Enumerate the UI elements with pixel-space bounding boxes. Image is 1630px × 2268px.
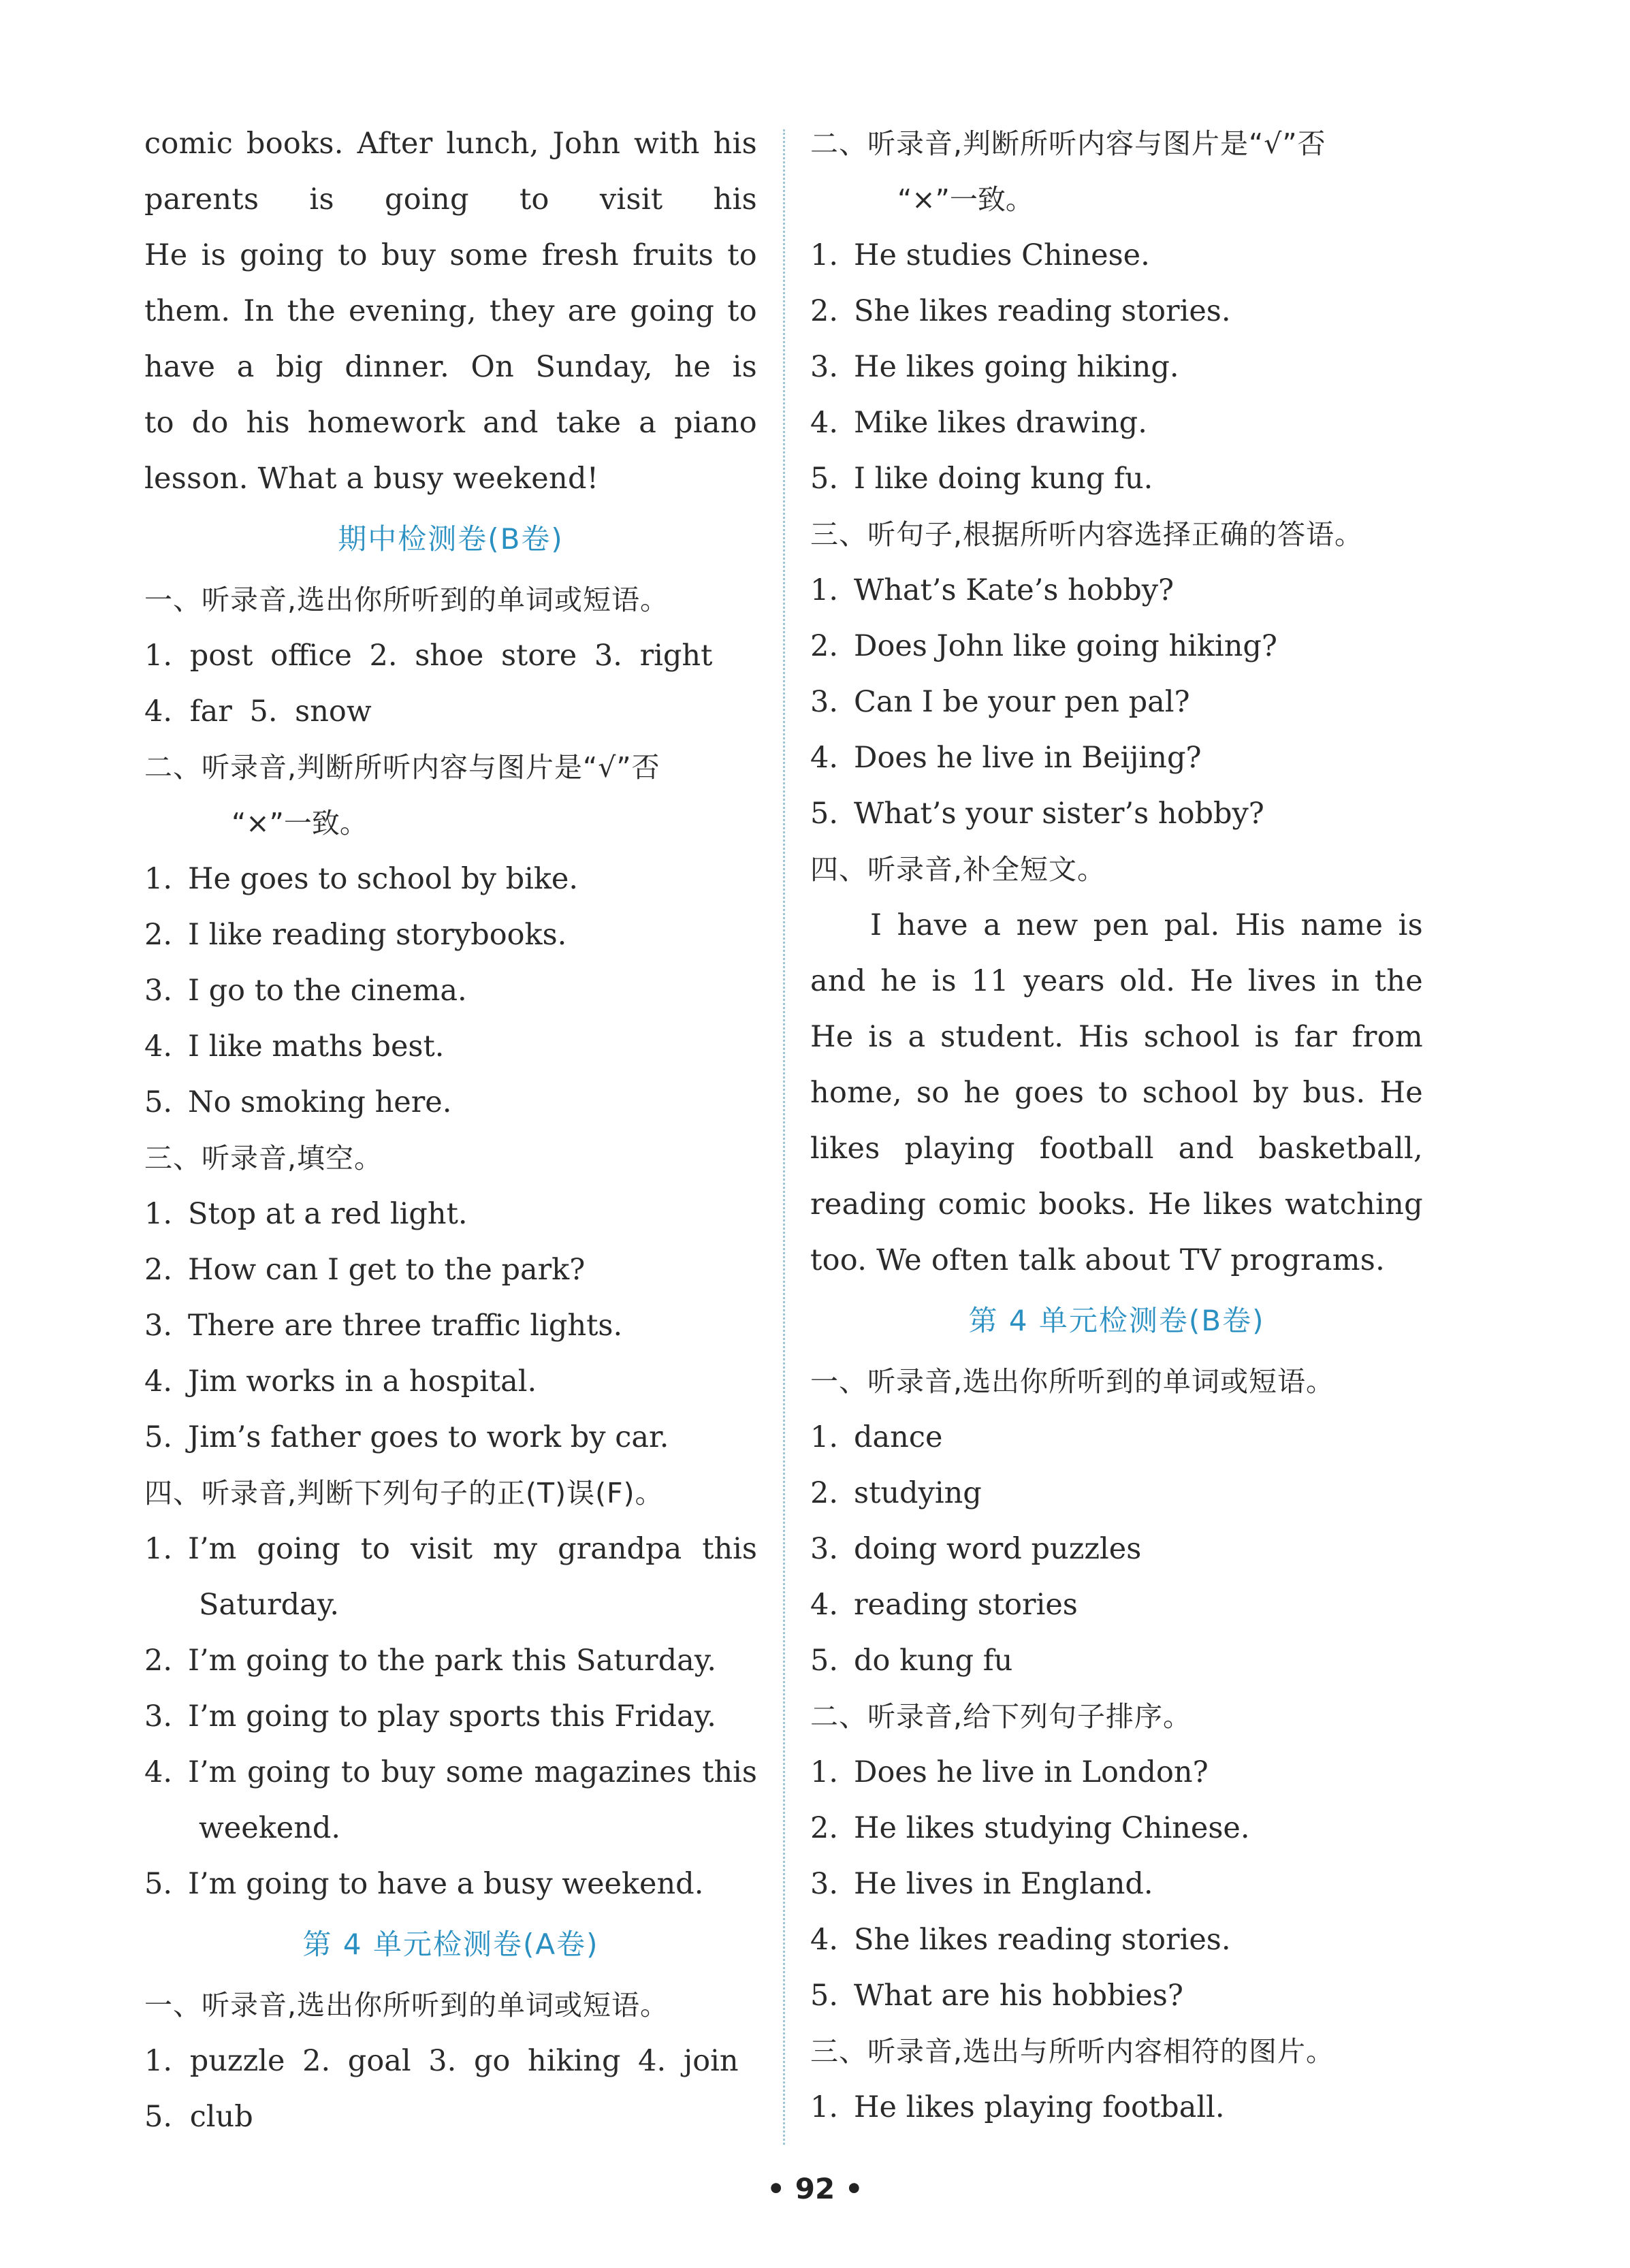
item-text: No smoking here. <box>188 1085 452 1119</box>
item-text: She likes reading stories. <box>854 1923 1231 1957</box>
section-heading: 三、听录音,填空。 <box>144 1142 383 1175</box>
list-item <box>810 562 1423 618</box>
intro-line: lesson. What a busy weekend! <box>144 462 599 496</box>
item-number: 2. <box>144 1253 173 1287</box>
item-text: Mike likes drawing. <box>854 406 1147 440</box>
list-item <box>144 1856 757 1912</box>
section-heading-cont: “×”一致。 <box>231 807 368 840</box>
item-number: 2. <box>810 629 839 663</box>
list-item <box>144 1409 757 1465</box>
item-text: Stop at a red light. <box>188 1197 468 1231</box>
list-item <box>810 1912 1423 1968</box>
item-number: 5. <box>810 1644 839 1678</box>
item-text: Can I be your pen pal? <box>854 685 1190 719</box>
word-list: 4. far 5. snow <box>144 694 372 729</box>
item-number: 4. <box>810 1923 839 1957</box>
item-text: reading stories <box>854 1588 1078 1622</box>
intro-line: to do his homework and take a piano <box>144 406 757 440</box>
item-number: 1. <box>810 2090 839 2124</box>
item-text: What’s Kate’s hobby? <box>854 573 1174 607</box>
item-number: 3. <box>810 350 839 384</box>
item-text: How can I get to the park? <box>188 1253 586 1287</box>
list-item <box>810 730 1423 786</box>
list-item <box>810 786 1423 842</box>
passage-line: I have a new pen pal. His name is <box>870 908 1423 942</box>
column-divider <box>783 129 785 2145</box>
unit4-a-title: 第 4 单元检测卷(A卷) <box>302 1928 599 1961</box>
item-number: 4. <box>144 1364 173 1399</box>
item-text: I like maths best. <box>188 1029 445 1064</box>
list-item <box>144 963 757 1019</box>
item-text: I’m going to play sports this Friday. <box>188 1699 716 1734</box>
item-number: 3. <box>810 685 839 719</box>
item-text: do kung fu <box>854 1644 1013 1678</box>
item-number: 2. <box>810 1476 839 1510</box>
list-item <box>810 1968 1423 2024</box>
item-number: 4. <box>144 1029 173 1064</box>
item-number: 4. <box>810 741 839 775</box>
item-text: I’m going to buy some magazines this <box>188 1755 757 1789</box>
right-column <box>810 116 1423 2135</box>
list-item <box>144 1744 757 1800</box>
item-number: 1. <box>144 862 173 896</box>
item-number: 5. <box>810 462 839 496</box>
passage-line: reading comic books. He likes watching <box>810 1187 1423 1221</box>
section-heading-cont: “×”一致。 <box>897 183 1034 216</box>
list-item <box>144 1521 757 1577</box>
list-item <box>810 1800 1423 1856</box>
item-number: 1. <box>810 1755 839 1789</box>
item-text: Jim works in a hospital. <box>188 1364 537 1399</box>
section-heading: 一、听录音,选出你所听到的单词或短语。 <box>144 1989 669 2022</box>
item-text: He likes studying Chinese. <box>854 1811 1250 1845</box>
item-text: I like doing kung fu. <box>854 462 1153 496</box>
item-text: I’m going to visit my grandpa this <box>188 1532 757 1566</box>
passage-line: too. We often talk about TV programs. <box>810 1243 1386 1277</box>
section-heading: 三、听句子,根据所听内容选择正确的答语。 <box>810 518 1364 551</box>
page-number: • 92 • <box>767 2172 863 2205</box>
intro-line: have a big dinner. On Sunday, he is <box>144 350 757 384</box>
item-number: 3. <box>144 974 173 1008</box>
item-number: 1. <box>810 1420 839 1454</box>
item-text: I like reading storybooks. <box>188 918 567 952</box>
intro-line: comic books. After lunch, John with his <box>144 127 757 161</box>
item-number: 5. <box>810 797 839 831</box>
item-text: Jim’s father goes to work by car. <box>188 1420 669 1454</box>
item-text: Does he live in Beijing? <box>854 741 1202 775</box>
section-heading: 一、听录音,选出你所听到的单词或短语。 <box>810 1365 1335 1398</box>
item-number: 5. <box>144 1867 173 1901</box>
item-text: He goes to school by bike. <box>188 862 579 896</box>
list-item <box>810 1856 1423 1912</box>
item-text: Does he live in London? <box>854 1755 1209 1789</box>
list-item <box>144 1298 757 1354</box>
passage-line: and he is 11 years old. He lives in the <box>810 964 1423 998</box>
item-number: 5. <box>144 1420 173 1454</box>
passage-line: home, so he goes to school by bus. He <box>810 1076 1423 1110</box>
word-list: 1. puzzle 2. goal 3. go hiking 4. join <box>144 2044 739 2078</box>
item-text: He likes going hiking. <box>854 350 1179 384</box>
list-item <box>810 2079 1423 2135</box>
section-heading: 四、听录音,补全短文。 <box>810 853 1106 886</box>
item-text: There are three traffic lights. <box>188 1309 623 1343</box>
item-number: 2. <box>810 1811 839 1845</box>
item-text-cont: Saturday. <box>199 1588 340 1622</box>
list-item <box>810 1633 1423 1689</box>
list-item <box>810 1577 1423 1633</box>
section-heading: 二、听录音,判断所听内容与图片是“√”否 <box>144 751 660 784</box>
item-number: 1. <box>810 238 839 272</box>
midterm-b-title: 期中检测卷(B卷) <box>338 522 564 556</box>
item-number: 1. <box>144 1197 173 1231</box>
item-number: 5. <box>144 1085 173 1119</box>
list-item <box>810 1409 1423 1465</box>
item-number: 5. <box>810 1979 839 2013</box>
item-number: 2. <box>144 1644 173 1678</box>
item-number: 4. <box>810 1588 839 1622</box>
item-number: 1. <box>810 573 839 607</box>
item-text: What’s your sister’s hobby? <box>854 797 1264 831</box>
list-item <box>144 907 757 963</box>
left-column <box>144 116 757 2145</box>
item-number: 4. <box>144 1755 173 1789</box>
section-heading: 四、听录音,判断下列句子的正(T)误(F)。 <box>144 1477 664 1510</box>
intro-line: them. In the evening, they are going to <box>144 294 757 328</box>
list-item <box>810 618 1423 674</box>
list-item <box>810 227 1423 283</box>
item-text: I go to the cinema. <box>188 974 467 1008</box>
item-number: 3. <box>144 1309 173 1343</box>
item-number: 3. <box>144 1699 173 1734</box>
item-text: dance <box>854 1420 943 1454</box>
item-number: 1. <box>144 1532 173 1566</box>
item-number: 3. <box>810 1867 839 1901</box>
intro-line: parents is going to visit his <box>144 182 757 217</box>
list-item <box>810 283 1423 339</box>
list-item <box>810 451 1423 507</box>
section-heading: 二、听录音,给下列句子排序。 <box>810 1700 1192 1733</box>
item-number: 2. <box>810 294 839 328</box>
section-heading: 二、听录音,判断所听内容与图片是“√”否 <box>810 127 1326 160</box>
item-text: doing word puzzles <box>854 1532 1142 1566</box>
passage-line: likes playing football and basketball, <box>810 1132 1423 1166</box>
list-item <box>144 1242 757 1298</box>
item-text-cont: weekend. <box>199 1811 341 1845</box>
list-item <box>144 851 757 907</box>
item-text: Does John like going hiking? <box>854 629 1277 663</box>
item-text: What are his hobbies? <box>854 1979 1183 2013</box>
item-text: He studies Chinese. <box>854 238 1150 272</box>
list-item <box>144 1689 757 1744</box>
list-item <box>810 674 1423 730</box>
item-text: She likes reading stories. <box>854 294 1231 328</box>
list-item <box>144 1019 757 1074</box>
list-item <box>810 1465 1423 1521</box>
list-item <box>810 339 1423 395</box>
item-number: 3. <box>810 1532 839 1566</box>
item-number: 2. <box>144 918 173 952</box>
list-item <box>144 1186 757 1242</box>
passage-line: He is a student. His school is far from <box>810 1020 1423 1054</box>
list-item <box>810 1521 1423 1577</box>
word-list: 5. club <box>144 2100 253 2134</box>
item-number: 4. <box>810 406 839 440</box>
item-text: I’m going to the park this Saturday. <box>188 1644 717 1678</box>
list-item <box>144 1074 757 1130</box>
unit4-b-title: 第 4 单元检测卷(B卷) <box>968 1304 1265 1337</box>
intro-line: He is going to buy some fresh fruits to <box>144 238 757 272</box>
section-heading: 三、听录音,选出与所听内容相符的图片。 <box>810 2035 1335 2068</box>
section-heading: 一、听录音,选出你所听到的单词或短语。 <box>144 584 669 616</box>
item-text: He likes playing football. <box>854 2090 1225 2124</box>
list-item <box>810 1744 1423 1800</box>
list-item <box>144 1354 757 1409</box>
list-item <box>144 1633 757 1689</box>
item-text: studying <box>854 1476 982 1510</box>
word-list: 1. post office 2. shoe store 3. right <box>144 639 713 673</box>
item-text: He lives in England. <box>854 1867 1153 1901</box>
list-item <box>810 395 1423 451</box>
item-text: I’m going to have a busy weekend. <box>188 1867 704 1901</box>
